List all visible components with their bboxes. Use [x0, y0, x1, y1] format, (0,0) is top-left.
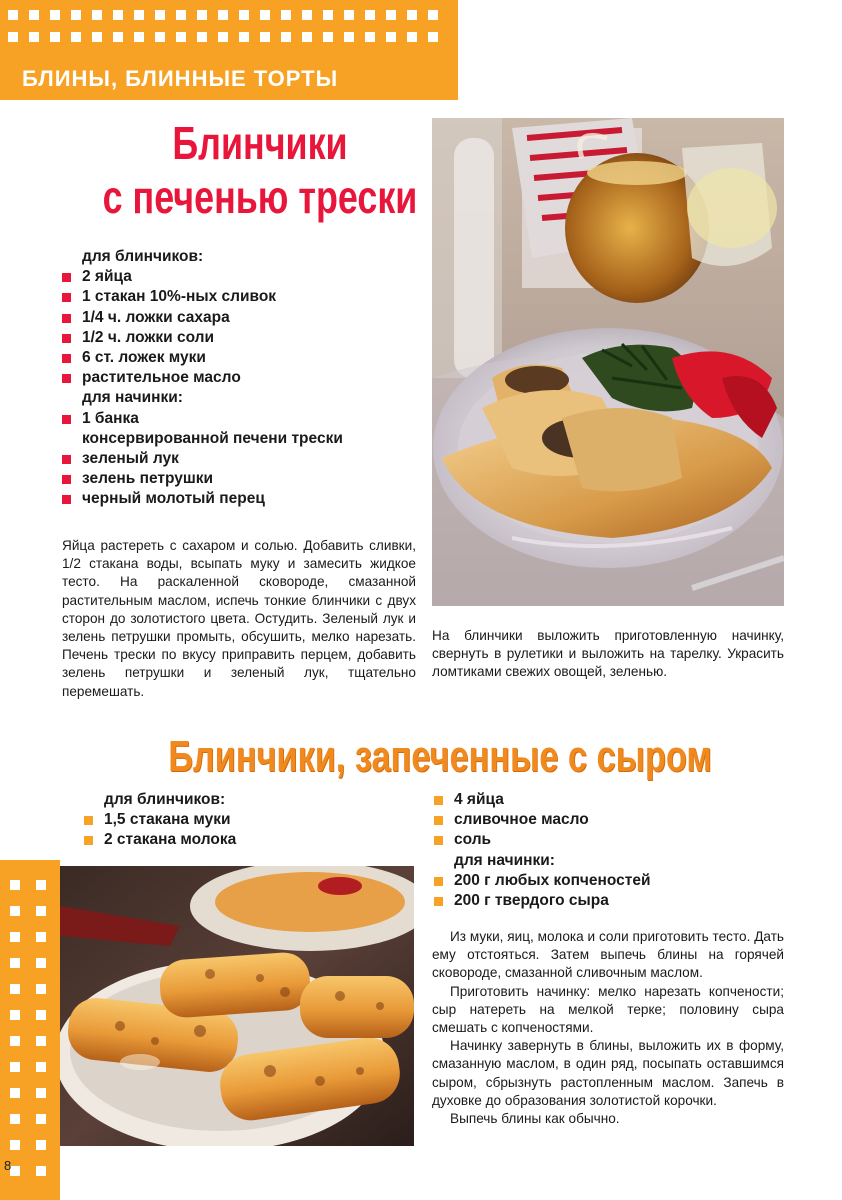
ingredient-item: [84, 810, 236, 830]
decorative-dot: [8, 32, 18, 42]
decorative-dot: [71, 10, 81, 20]
bullet-square-icon: [62, 273, 71, 282]
method-paragraph: Начинку завернуть в блины, выложить их в форму, смазанную маслом, в один ряд, посыпать оставшимся сыром, сбрызнуть растопленным маслом. Запечь в духовке до образования золотистой корочки.: [432, 1038, 784, 1108]
recipe-title: с печенью трески: [102, 171, 418, 223]
decorative-dots-row: [8, 32, 438, 42]
decorative-dot: [281, 10, 291, 20]
decorative-dot: [407, 32, 417, 42]
decorative-dot: [36, 906, 46, 916]
decorative-dot: [10, 1114, 20, 1124]
ingredient-text: 2 стакана молока: [104, 831, 237, 849]
bullet-square-icon: [62, 293, 71, 302]
ingredient-item: [62, 429, 343, 449]
ingredient-list: [62, 247, 343, 510]
decorative-dot: [10, 1036, 20, 1046]
decorative-dot: [36, 984, 46, 994]
decorative-dot: [36, 1036, 46, 1046]
ingredient-text: соль: [454, 831, 492, 849]
decorative-dot: [92, 10, 102, 20]
decorative-side-band: [0, 860, 60, 1200]
decorative-dot: [302, 10, 312, 20]
decorative-dot: [36, 1010, 46, 1020]
decorative-dot: [10, 1010, 20, 1020]
decorative-dot: [36, 1114, 46, 1124]
decorative-dot: [29, 32, 39, 42]
ingredient-text: 200 г любых копченостей: [454, 871, 651, 889]
recipe-photo: [432, 118, 784, 606]
ingredient-item: [434, 891, 651, 911]
decorative-dot: [323, 32, 333, 42]
decorative-dot: [260, 10, 270, 20]
decorative-dot: [218, 32, 228, 42]
ingredient-item: [84, 790, 236, 810]
ingredient-text: черный молотый перец: [82, 490, 265, 508]
decorative-dot: [344, 32, 354, 42]
decorative-dot: [260, 32, 270, 42]
decorative-dot: [92, 32, 102, 42]
bullet-square-icon: [62, 314, 71, 323]
ingredient-item: [84, 830, 236, 850]
decorative-dot: [71, 32, 81, 42]
decorative-dot: [155, 10, 165, 20]
page-number: 8: [4, 1158, 12, 1173]
bullet-square-icon: [84, 816, 93, 825]
decorative-dot: [36, 1088, 46, 1098]
bullet-square-icon: [62, 475, 71, 484]
ingredient-list: [434, 790, 651, 911]
ingredient-text: 4 яйца: [454, 791, 504, 808]
decorative-dot: [281, 32, 291, 42]
decorative-dot: [302, 32, 312, 42]
ingredient-item: [62, 308, 343, 328]
decorative-dot: [407, 10, 417, 20]
decorative-dot: [8, 10, 18, 20]
decorative-dot: [10, 880, 20, 890]
ingredient-text: 200 г твердого сыра: [454, 892, 609, 910]
ingredient-text: растительное масло: [82, 369, 241, 387]
decorative-dot: [50, 32, 60, 42]
ingredient-item: [62, 449, 343, 469]
ingredient-text: 2 яйца: [82, 268, 132, 286]
method-paragraph: Из муки, яиц, молока и соли приготовить тесто. Дать ему отстояться. Затем выпечь блины на горячей сковороде, смазанной сливочным маслом.: [432, 929, 784, 981]
bullet-square-icon: [62, 415, 71, 424]
recipe-method: [432, 928, 784, 1128]
decorative-dot: [344, 10, 354, 20]
decorative-dots-row: [8, 10, 438, 20]
ingredient-text: для начинки:: [82, 389, 183, 407]
decorative-dot: [36, 1166, 46, 1176]
method-paragraph: Приготовить начинку: мелко нарезать копчености; сыр натереть на мелкой терке; половину сыра смешать с копченостями.: [432, 983, 784, 1036]
ingredient-item: [434, 851, 651, 871]
decorative-dot: [36, 1140, 46, 1150]
decorative-dot: [29, 10, 39, 20]
ingredient-text: консервированной печени трески: [82, 429, 343, 447]
ingredient-text: 1,5 стакана муки: [104, 811, 231, 829]
decorative-dot: [134, 10, 144, 20]
bullet-square-icon: [62, 374, 71, 383]
ingredient-text: 1 стакан 10%-ных сливок: [82, 288, 277, 306]
decorative-dot: [365, 32, 375, 42]
ingredient-item: [62, 247, 343, 267]
decorative-dot: [113, 32, 123, 42]
baked-cheese-pancakes-photo: [60, 866, 414, 1146]
bullet-square-icon: [62, 495, 71, 504]
decorative-dot: [10, 1088, 20, 1098]
ingredient-text: для блинчиков:: [82, 248, 204, 265]
ingredient-item: [434, 830, 651, 850]
bullet-square-icon: [62, 354, 71, 363]
decorative-dot: [428, 32, 438, 42]
bullet-square-icon: [434, 796, 443, 805]
decorative-dot: [10, 1062, 20, 1072]
decorative-dot: [176, 10, 186, 20]
recipe-method-continued: На блинчики выложить приготовленную начинку, свернуть в рулетики и выложить на тарелку. Украсить ломтиками свежих овощей, зеленью.: [432, 628, 784, 680]
section-title: БЛИНЫ, БЛИННЫЕ ТОРТЫ: [22, 66, 339, 91]
decorative-dot: [134, 32, 144, 42]
decorative-dot: [10, 932, 20, 942]
pancakes-cod-liver-photo: [432, 118, 784, 606]
decorative-dot: [365, 10, 375, 20]
decorative-dot: [36, 932, 46, 942]
recipe-method: Яйца растереть с сахаром и солью. Добавить сливки, 1/2 стакана воды, всыпать муку и замесить жидкое тесто. На раскаленной сковороде, смазанной растительным маслом, испечь тонкие блинчики с двух сторон до золотистого цвета. Остудить. Зеленый лук и зелень петрушки промыть, обсушить, мелко нарезать. Печень трески по вкусу приправить перцем, добавить зелень петрушки и зеленый лук, тщательно перемешать.: [62, 538, 416, 699]
decorative-dot: [36, 1062, 46, 1072]
ingredient-item: [434, 790, 651, 810]
decorative-dot: [197, 10, 207, 20]
ingredient-list: [84, 790, 236, 851]
ingredient-text: 1/2 ч. ложки соли: [82, 328, 215, 346]
bullet-square-icon: [434, 816, 443, 825]
ingredient-item: [62, 348, 343, 368]
bullet-square-icon: [434, 877, 443, 886]
decorative-dot: [10, 906, 20, 916]
ingredient-item: [434, 871, 651, 891]
bullet-square-icon: [62, 455, 71, 464]
ingredient-item: [62, 267, 343, 287]
ingredient-item: [434, 810, 651, 830]
ingredient-item: [62, 489, 343, 509]
decorative-dot: [36, 958, 46, 968]
decorative-dot: [113, 10, 123, 20]
ingredient-item: [62, 328, 343, 348]
bullet-square-icon: [62, 334, 71, 343]
ingredient-text: сливочное масло: [454, 811, 589, 829]
decorative-dot: [197, 32, 207, 42]
decorative-dot: [386, 10, 396, 20]
bullet-square-icon: [434, 897, 443, 906]
ingredient-text: зелень петрушки: [82, 470, 214, 488]
section-header-band: [0, 0, 458, 100]
decorative-dot: [239, 10, 249, 20]
ingredient-text: для начинки:: [454, 851, 555, 869]
decorative-dot: [239, 32, 249, 42]
ingredient-text: 6 ст. ложек муки: [82, 349, 206, 367]
recipe-title: Блинчики, запеченные с сыром: [168, 732, 712, 781]
decorative-dot: [10, 1140, 20, 1150]
recipe-title: Блинчики: [172, 117, 348, 169]
decorative-dot: [155, 32, 165, 42]
ingredient-item: [62, 409, 343, 429]
decorative-dot: [10, 1166, 20, 1176]
decorative-dot: [323, 10, 333, 20]
decorative-dot: [176, 32, 186, 42]
ingredient-item: [62, 469, 343, 489]
bullet-square-icon: [84, 836, 93, 845]
ingredient-text: 1/4 ч. ложки сахара: [82, 308, 230, 326]
recipe-photo: [60, 866, 414, 1146]
ingredient-item: [62, 368, 343, 388]
decorative-dot: [10, 984, 20, 994]
decorative-dot: [428, 10, 438, 20]
method-paragraph: Выпечь блины как обычно.: [450, 1111, 620, 1127]
ingredient-text: для блинчиков:: [104, 791, 226, 808]
decorative-dot: [386, 32, 396, 42]
decorative-dot: [36, 880, 46, 890]
ingredient-text: зеленый лук: [82, 450, 179, 468]
decorative-dot: [10, 958, 20, 968]
decorative-dot: [50, 10, 60, 20]
ingredient-text: 1 банка: [82, 409, 139, 427]
ingredient-item: [62, 388, 343, 408]
bullet-square-icon: [434, 836, 443, 845]
decorative-dot: [218, 10, 228, 20]
ingredient-item: [62, 287, 343, 307]
